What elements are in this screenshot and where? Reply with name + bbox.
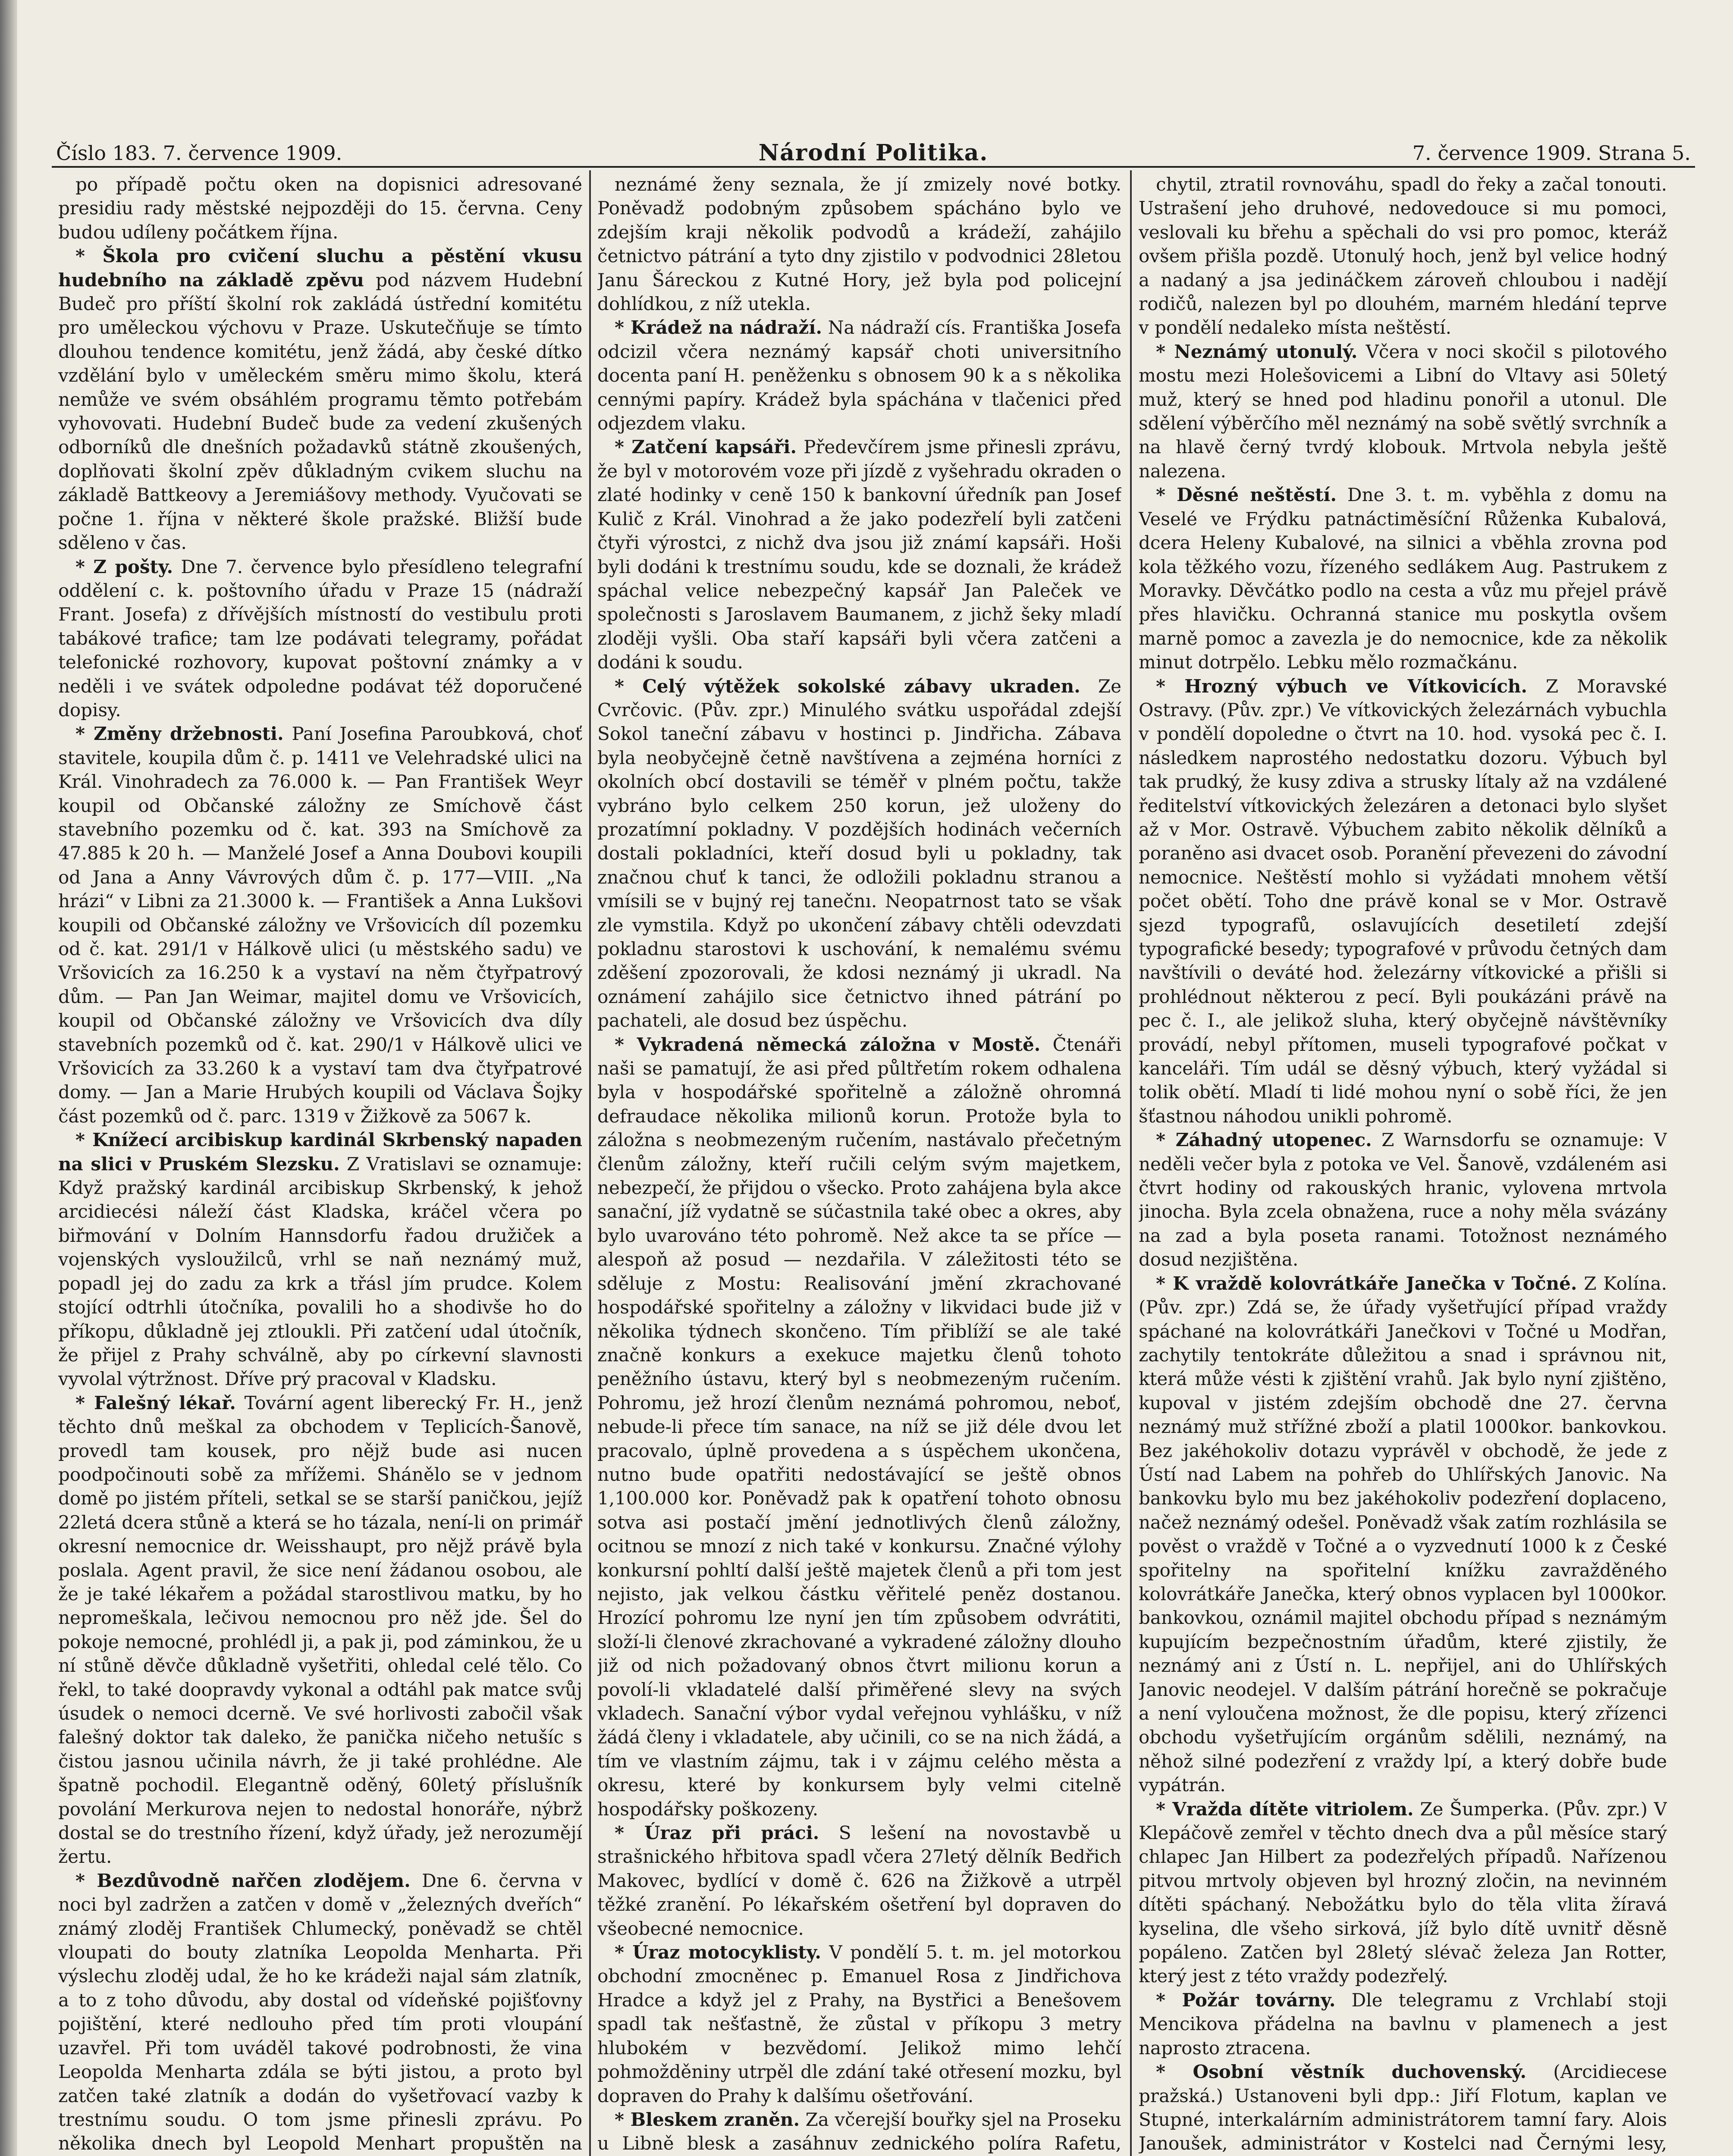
news-item-title: * Krádež na nádraží.: [615, 317, 822, 338]
news-item-text: V pondělí 5. t. m. jel motorkou obchodní zmocněnec p. Emanuel Rosa z Jindřichova Hradce a když jel z Prahy, na Bystřici a Benešovem spadl tak nešťastně, že zůstal v příkopu 3 metry hlubokém v bezvědomí. Jelikož mimo lehčí pohmožděniny utrpěl dle zdání také otřesení mozku, byl dopraven do Prahy k dalšímu ošetřování.: [597, 1942, 1121, 2106]
news-item-title: * Bleskem zraněn.: [615, 2109, 800, 2130]
news-item-title: * Neznámý utonulý.: [1156, 341, 1358, 362]
news-item-text: Předevčírem jsme přinesli zprávu, že byl v motorovém voze při jízdě z vyšehradu okraden o zlaté hodinky v ceně 150 k bankovní úředník pan Josef Kulič z Král. Vinohrad a že jako podezřelí byli zatčeni čtyři výrostci, z nichž dva jsou již známí kapsáři. Hoši byli dodáni k trestnímu soudu, kde se doznali, že krádež spáchal velice nebezpečný kapsář Jan Paleček ve společnosti s Jaroslavem Baumanem, z jichž šeky mladí zloději vyšli. Oba staří kapsáři byli včera zatčeni a dodáni k soudu.: [597, 436, 1121, 673]
news-item-text: Dle telegramu z Vrchlabí stoji Mencikova přádelna na bavlnu v plamenech a jest naprosto ztracena.: [1139, 1989, 1667, 2059]
news-item-text: Na nádraží cís. Františka Josefa odcizil včera neznámý kapsář choti universitního docenta paní H. peněženku s obnosem 90 k a s několika cennými papíry. Krádež byla spáchána v tlačenici před odjezdem vlaku.: [597, 317, 1121, 434]
news-item: [1139, 340, 1667, 483]
news-item: [58, 172, 582, 244]
news-item-title: * Děsné neštěstí.: [1156, 484, 1337, 506]
news-item: [597, 435, 1121, 674]
news-item-title: * Vražda dítěte vitriolem.: [1156, 1798, 1414, 1820]
news-item-text: Dne 3. t. m. vyběhla z domu na Veselé ve Frýdku patnáctiměsíční Růženka Kubalová, dcera Heleny Kubalové, na silnici a vběhla zrovna pod kola těžkého vozu, řízeného sedlákem Aug. Pastrukem z Moravky. Děvčátko podlo na cesta a vůz mu přejel právě přes hlavičku. Ochranná stanice mu poskytla ovšem marně pomoc a zavezla je do nemocnice, kde za několik minut dotrpělo. Lebku mělo rozmačkánu.: [1139, 484, 1667, 673]
news-item: [1139, 1988, 1667, 2060]
news-item: [597, 1821, 1121, 1940]
news-item-title: * Bezdůvodně nařčen zlodějem.: [75, 1870, 411, 1891]
news-item-title: * Celý výtěžek sokolské zábavy ukraden.: [615, 675, 1080, 697]
page-left-edge: [0, 0, 17, 2156]
page-header: [52, 140, 1695, 168]
news-item-text: Tovární agent liberecký Fr. H., jenž těchto dnů meškal za obchodem v Teplicích-Šanově, provedl tam kousek, pro nějž bude asi nucen poodpočinouti sobě za mřížemi. Shánělo se v jednom domě po jistém příteli, setkal se se starší paničkou, jejíž 22letá dcera stůně a která se ho tázala, není-li on primář okresní nemocnice dr. Weisshaupt, pro nějž právě byla poslala. Agent pravil, že sice není žádanou osobou, ale že je také lékařem a požádal starostlivou matku, by ho nepromeškala, lečivou nemocnou pro něž jde. Šel do pokoje nemocné, prohlédl ji, a pak ji, pod záminkou, že u ní stůně děvče důkladně vyšetřiti, ohledal celé tělo. Co řekl, to také doopravdy vykonal a odtáhl pak matce svůj úsudek o nemoci dcerně. Ve své horlivosti zabočil však falešný doktor tak daleko, že panička ničeho netušíc s čistou jasnou učinila návrh, že ji také prohlédne. Ale špatně pochodil. Elegantně oděný, 60letý příslušník povolání Merkurova nejen to nedostal honoráře, nýbrž dostal se do trestního řízení, když úřady, jež nerozumějí žertu.: [58, 1392, 582, 1868]
news-item: [1139, 2060, 1667, 2156]
news-item: [58, 244, 582, 555]
article-column-1: [58, 172, 582, 2156]
news-item-title: * Hrozný výbuch ve Vítkovicích.: [1156, 675, 1527, 697]
news-item-text: Dne 6. června v noci byl zadržen a zatčen v domě v „železných dveřích“ známý zloděj František Chlumecký, poněvadž se chtěl vloupati do bouty zlatníka Leopolda Menharta. Při výslechu zloděj udal, že ho ke krádeži najal sám zlatník, a to z toho důvodu, aby dostal od vídeňské pojišťovny pojištění, které nedlouho před tím proti vloupání uzavřel. Při tom uváděl takové podrobnosti, že vina Leopolda Menharta zdála se býti jistou, a proto byl zatčen také zlatník a dodán do vyšetřovací vazby k trestnímu soudu. O tom jsme přinesli zprávu. Po několika dnech byl Leopold Menhart propuštěn na: [58, 1870, 582, 2154]
news-item: [597, 172, 1121, 316]
news-item: [597, 1940, 1121, 2108]
news-item: [58, 1869, 582, 2156]
news-item-title: * Knížecí arcibiskup kardinál Skrbenský napaden na slici v Pruském Slezsku.: [58, 1129, 582, 1175]
news-item: [597, 316, 1121, 435]
news-item-title: * Zatčení kapsáři.: [615, 436, 797, 458]
news-item-title: * Požár továrny.: [1156, 1989, 1336, 2011]
news-item-text: Ze Šumperka. (Pův. zpr.) V Klepáčově zemřel v těchto dnech dva a půl měsíce starý chlapec Jan Hilbert za podezřelých případů. Nařízenou pitvou mrtvoly objeven byl hrozný zločin, na nevinném dítěti spáchaný. Nebožátku bylo do těla vlita žíravá kyselina, dle všeho sirková, jíž bylo dítě uvnitř děsně popáleno. Zatčen byl 28letý slévač železa Jan Rotter, který jest z této vraždy podezřelý.: [1139, 1798, 1667, 1987]
news-item-title: * Změny držebnosti.: [75, 723, 284, 745]
news-item: [597, 674, 1121, 1033]
news-item-title: * Úraz motocyklisty.: [615, 1942, 821, 1963]
column-rule: [1130, 170, 1132, 2156]
news-item-text: Ze Cvrčovic. (Pův. zpr.) Minulého svátku uspořádal zdejší Sokol taneční zábavu v hostinci p. Jindřicha. Zábava byla neobyčejně četně navštívena a zejména horníci z okolních obcí dostavili se téměř v plném počtu, takže vybráno bylo celkem 250 korun, jež uloženy do prozatímní pokladny. V pozdějších hodinách večerních dostali pokladníci, kteří dosud byli u pokladny, tak značnou chuť k tanci, že odložili pokladnu stranou a vmísili se v bujný rej tanečnı. Neopatrnost tato se však zle vymstila. Když po ukončení zábavy chtěli odevzdati pokladnu starostovi k uschování, k nemalému svému zděšení zpozorovali, že kdosi neznámý ji ukradl. Na oznámení zahájilo sice četnictvo ihned pátrání po pachateli, ale dosud bez úspěchu.: [597, 675, 1121, 1031]
masthead-title: Národní Politika.: [758, 140, 989, 166]
article-column-2: [597, 172, 1121, 2156]
header-issue-date: Číslo 183. 7. července 1909.: [56, 141, 342, 165]
news-item-title: * Vykradená německá záložna v Mostě.: [615, 1034, 1041, 1055]
news-item: [597, 2108, 1121, 2156]
news-item-title: * Z pošty.: [75, 556, 173, 577]
news-item: [58, 555, 582, 722]
news-item-title: * Záhadný utopenec.: [1156, 1129, 1372, 1151]
news-item-text: Z Moravské Ostravy. (Pův. zpr.) Ve vítkovických železárnách vybuchla v pondělí dopoledne o čtvrt na 10. hod. vysoká pec č. I. následkem naprostého nedostatku dozoru. Výbuch byl tak prudký, že kusy zdiva a strusky lítaly až na vzdálené ředitelství vítkovických železáren a detonaci bylo slyšet až v Mor. Ostravě. Výbuchem zabito několik dělníků a poraněno asi dvacet osob. Poranění převezeni do závodní nemocnice. Neštěstí mohlo si vyžádati mnohem větší počet obětí. Toho dne právě konal se v Mor. Ostravě sjezd typografů, oslavujících desetiletí zdejší typografické besedy; typografové v průvodu četných dam navštívili o deváté hod. železárny vítkovické a přišli si prohlédnout některou z pecí. Byli poukázáni právě na pec č. I., ale jelikož sluha, který obyčejně návštěvníky provádí, nebyl přítomen, museli typografové počkat v kanceláři. Tím udál se děsný výbuch, který vyžádal si tolik obětí. Mladí ti lidé mohou nyní o sobě říci, že jen šťastnou náhodou unikli pohromě.: [1139, 675, 1667, 1127]
news-item-text: Paní Josefina Paroubková, choť stavitele, koupila dům č. p. 1411 ve Velehradské ulici na Král. Vinohradech za 76.000 k. — Pan František Weyr koupil od Občanské záložny ze Smíchově část stavebního pozemku od č. kat. 393 na Smíchově za 47.885 k 20 h. — Manželé Josef a Anna Doubovi koupili od Jana a Anny Vávrových dům č. p. 177—VIII. „Na hrázi“ v Libni za 21.3000 k. — František a Anna Lukšovi koupili od Občanské záložny ve Vršovicích díl pozemku od č. kat. 291/1 v Hálkově ulici (u městského sadu) ve Vršovicích za 16.250 k a vystaví na něm čtyřpatrový dům. — Pan Jan Weimar, majitel domu ve Vršovicích, koupil od Občanské záložny ve Vršovicích dva díly stavebních pozemků od č. kat. 290/1 v Hálkově ulici ve Vršovicích za 33.260 k a vystaví tam dva čtyřpatrové domy. — Jan a Marie Hrubých koupili od Václava Šojky část pozemků od č. parc. 1319 v Žižkově za 5067 k.: [58, 723, 582, 1127]
news-item-text: Za včerejší bouřky sjel na Proseku u Libně blesk a zasáhnuv zednického políra Rafetu,: [597, 2109, 1121, 2154]
news-item: [58, 722, 582, 1128]
news-item-title: * Škola pro cvičení sluchu a pěstění vkusu hudebního na základě zpěvu: [58, 245, 582, 291]
news-item: [58, 1128, 582, 1391]
news-item-title: * Úraz při práci.: [615, 1822, 819, 1844]
news-item-text: Včera v noci skočil s pilotového mostu mezi Holešovicemi a Libní do Vltavy asi 50letý muž, který se hned pod hladinu ponořil a utonul. Dle sdělení výběrčího měl neznámý na sobě světlý svrchník a na hlavě černý tvrdý klobouk. Mrtvola nebyla ještě nalezena.: [1139, 341, 1667, 482]
news-item-text: pod názvem Hudební Budeč pro příští školní rok zakládá ústřední komitétu pro uměleckou výchovu v Praze. Uskutečňuje se tímto dlouhou tendence komitétu, jenž žádá, aby české dítko vzdělání bylo v uměleckém směru mimo školu, která nemůže ve svém obsáhlém programu těmto potřebám vyhovovati. Hudební Budeč bude za vedení zkušených odborníků dle dnešních požadavků státně zkoušených, doplňovati školní zpěv důkladným cvikem sluchu na základě Battkeovy a Jeremiášovy methody. Vyučovati se počne 1. října v některé škole pražské. Bližší bude sděleno v čas.: [58, 269, 582, 554]
news-item-text: chytil, ztratil rovnováhu, spadl do řeky a začal tonouti. Ustrašení jeho druhové, nedovedouce si mu pomoci, veslovali ku břehu a spěchali do vsi pro pomoc, kteráž ovšem přišla pozdě. Utonulý hoch, jenž byl velice hodný a nadaný a jsa jedináčkem zároveň chloubou i nadějí rodičů, nalezen byl po dlouhém, marném hledání teprve v pondělí nedaleko místa neštěstí.: [1139, 174, 1667, 338]
news-item: [1139, 1272, 1667, 1797]
news-item-text: Dne 7. července bylo přesídleno telegrafní oddělení c. k. poštovního úřadu v Praze 15 (nádraží Frant. Josefa) z dřívějších místností do vestibulu proti tabákové trafice; tam lze podávati telegramy, pořádat telefonické rozhovory, kupovat poštovní známky a v neděli i ve svátek odpoledne podávat též doporučené dopisy.: [58, 556, 582, 721]
column-rule: [589, 170, 591, 2156]
news-item-text: po případě počtu oken na dopisnici adresované presidiu rady městské nejpozději do 15. června. Ceny budou udíleny počátkem října.: [58, 174, 582, 243]
news-item: [1139, 1128, 1667, 1271]
news-item: [1139, 483, 1667, 674]
news-item-text: (Arcidiecese pražská.) Ustanoveni byli dpp.: Jiří Flotum, kaplan ve Stupné, interkalárním administrátorem tamní fary. Alois Janoušek, administrátor v Kostelci nad Černými lesy,: [1139, 2061, 1667, 2154]
header-date-page: 7. července 1909. Strana 5.: [1412, 141, 1691, 165]
news-item-title: * K vraždě kolovrátkáře Janečka v Točné.: [1156, 1272, 1577, 1294]
news-item-text: Z Warnsdorfu se oznamuje: V neděli večer byla z potoka ve Vel. Šanově, vzdáleném asi čtvrt hodiny od rakouských hranic, vylovena mrtvola jinocha. Byla zcela obnažena, ruce a nohy měla svázány na zad a byla poseta ranami. Totožnost neznámého dosud nezjištěna.: [1139, 1129, 1667, 1270]
news-item-text: Z Vratislavi se oznamuje: Když pražský kardinál arcibiskup Skrbenský, k jehož arcidiecési náleží část Kladska, kráčel včera po biřmování v Dolním Hannsdorfu řadou družiček a vojenských vysloužilců, vrhl se naň neznámý muž, popadl jej do zadu za krk a třásl jím prudce. Kolem stojící odtrhli útočníka, povalili ho a shodivše ho do příkopu, důkladně jej ztloukli. Při zatčení udal útočník, že přijel z Prahy schválně, aby po církevní slavnosti vyvolal výtržnost. Dříve prý pracoval v Kladsku.: [58, 1153, 582, 1390]
news-item-text: neznámé ženy seznala, že jí zmizely nové botky. Poněvadž podobným způsobem spácháno bylo ve zdejším kraji několik podvodů a krádeží, zahájilo četnictvo pátrání a tyto dny zjistilo v podvodnici 28letou Janu Šáreckou z Kutné Hory, jež byla pod policejní dohlídkou, z níž utekla.: [597, 174, 1121, 315]
news-item: [1139, 674, 1667, 1128]
news-item-text: Z Kolína. (Pův. zpr.) Zdá se, že úřady vyšetřující případ vraždy spáchané na kolovrátkáři Janečkovi v Točné u Modřan, zachytily tentokráte důležitou a snad i správnou nit, která může vésti k zjištění vrahů. Jak bylo nyní zjištěno, kupoval v jistém zdejším obchodě dne 27. června neznámý muž střížné zboží a platil 1000kor. bankovkou. Bez jakéhokoliv dotazu vyprávěl v obchodě, že jede z Ústí nad Labem na pohřeb do Uhlířských Janovic. Na bankovku bylo mu bez jakéhokoliv podezření doplaceno, načež neznámý odešel. Poněvadž však zatím rozhlásila se pověst o vraždě v Točné a o vyzvednutí 1000 k z České spořitelny na spořitelní knížku zavražděného kolovrátkáře Janečka, který obnos vyplacen byl 1000kor. bankovkou, oznámil majitel obchodu případ s neznámým kupujícím bezpečnostním úřadům, které zjistily, že neznámý ani z Ústí n. L. nepřijel, ani do Uhlířských Janovic neodejel. V dalším pátrání horečně se pokračuje a není vyloučena možnost, že dle popisu, který zřízenci obchodu vyšetřujícím orgánům sdělili, neznámý, na něhož silné podezření z vraždy lpí, a který dobře bude vypátrán.: [1139, 1272, 1667, 1796]
news-item-title: * Falešný lékař.: [75, 1392, 236, 1413]
news-item: [1139, 172, 1667, 340]
news-item: [597, 1033, 1121, 1821]
news-item-title: * Osobní věstník duchovenský.: [1156, 2061, 1527, 2083]
news-item: [58, 1391, 582, 1869]
news-item-text: S lešení na novostavbě u strašnického hřbitova spadl včera 27letý dělník Bedřich Makovec, bydlící v domě č. 626 na Žižkově a utrpěl těžké zranění. Po lékařském ošetření byl dopraven do všeobecné nemocnice.: [597, 1822, 1121, 1939]
news-item-text: Čtenáři naši se pamatují, že asi před půltřetím rokem odhalena byla v hospodářské spořitelně a záložně ohromná defraudace několika milionů korun. Protože byla to záložna s neobmezeným ručením, nastávalo přečetným členům záložny, kteří ručili celým svým majetkem, nebezpečí, že přijdou o všecko. Proto zahájena byla akce sanační, jíž vydatně se súčastnila také obec a okres, aby bylo uvarováno této pohromě. Než akce ta se příce — alespoň až posud — nezdařila. V záležitosti této se sděluje z Mostu: Realisování jmění zkrachované hospodářské spořitelny a záložny v likvidaci bude již v několika týdnech skončeno. Tím přiblíží se ale také značně konkurs a exekuce majetku členů tohoto peněžního ústavu, který byl s neobmezeným ručením. Pohromu, jež hrozí členům neznámá pohromou, neboť, nebude-li přece tím sanace, na níž se již déle dvou let pracovalo, úplně provedena a s úspěchem ukončena, nutno bude opatřiti nedostávající se ještě obnos 1,100.000 kor. Poněvadž pak k opatření tohoto obnosu sotva asi postačí jmění jednotlivých členů záložny, ocitnou se mnozí z nich také v konkursu. Značné výlohy konkursní pohltí další ještě majetek členů a při tom jest nejisto, jak velkou částku věřitelé peněz dostanou. Hrozící pohromu lze nyní jen tím způsobem odvrátiti, složí-li členové zkrachované a vykradené záložny dlouho již od nich požadovaný obnos čtvrt milionu korun a povolí-li vkladatelé další přiměřené slevy na svých vkladech. Sanační výbor vydal veřejnou vyhlášku, v níž žádá členy i vkladatele, aby učinili, co se na nich žádá, a tím ve vlastním zájmu, tak i v zájmu celého města a okresu, které by konkursem byly velmi citelně hospodářsky poškozeny.: [597, 1034, 1121, 1820]
article-column-3: [1139, 172, 1667, 2156]
news-item: [1139, 1797, 1667, 1988]
